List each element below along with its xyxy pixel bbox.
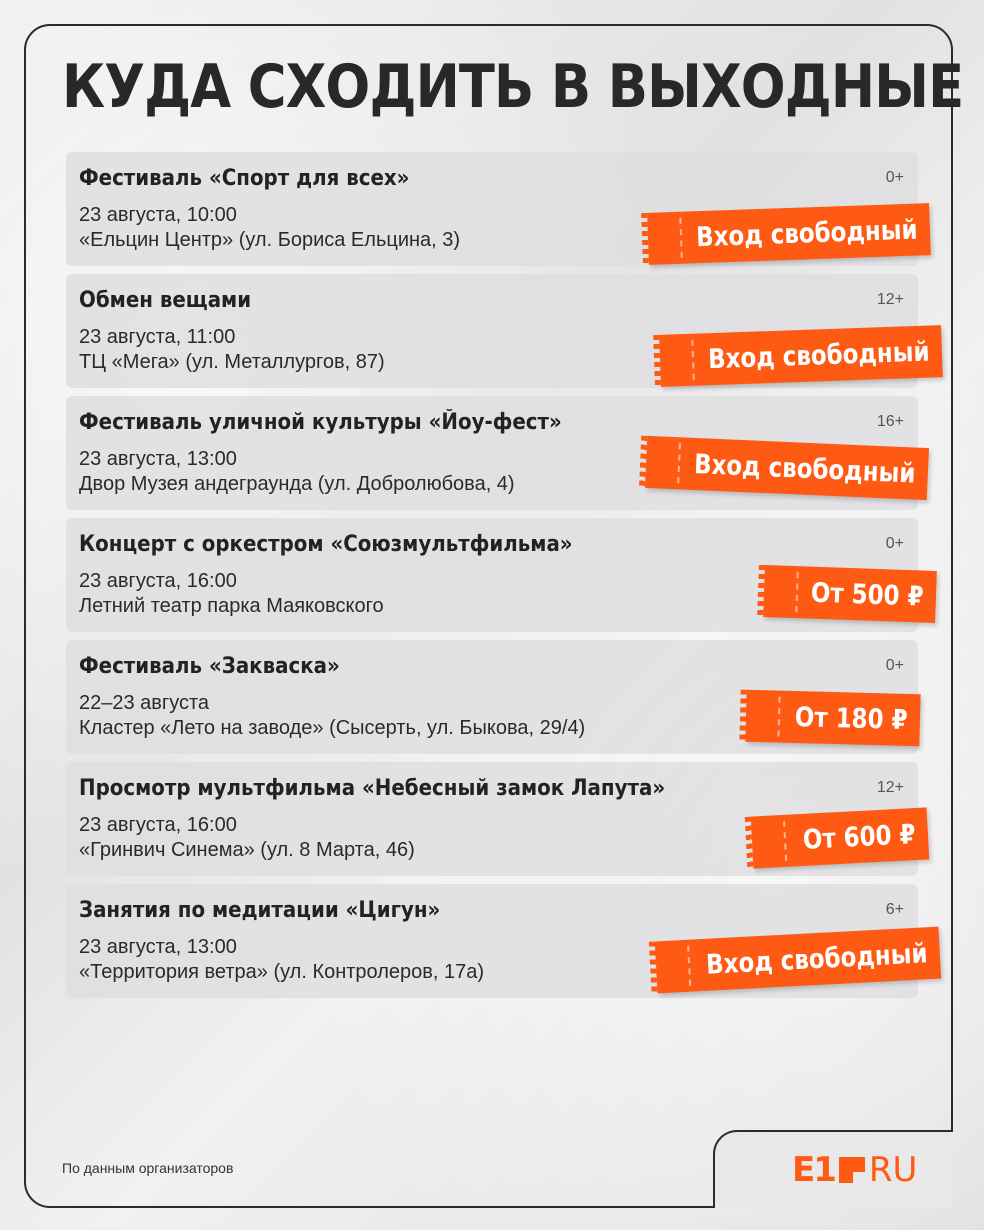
price-ticket — [751, 807, 929, 868]
age-rating: 0+ — [885, 657, 904, 674]
price-label: От 180 ₽ — [794, 701, 909, 736]
price-ticket — [659, 325, 943, 387]
event-date: 23 августа, 16:00 — [79, 814, 237, 836]
event-title: Фестиваль «Спорт для всех» — [79, 166, 410, 191]
age-rating: 6+ — [885, 901, 904, 918]
event-date: 23 августа, 10:00 — [79, 204, 237, 226]
event-title: Фестиваль «Закваска» — [79, 654, 340, 679]
price-ticket — [745, 690, 920, 747]
event-place: Кластер «Лето на заводе» (Сысерть, ул. Быкова, 29/4) — [79, 717, 586, 739]
event-place: «Гринвич Синема» (ул. 8 Марта, 46) — [79, 839, 415, 861]
event-place: Двор Музея андеграунда (ул. Добролюбова, 4) — [79, 473, 515, 495]
event-date: 23 августа, 11:00 — [79, 326, 236, 348]
event-date: 22–23 августа — [79, 692, 210, 714]
logo-square-icon — [839, 1157, 865, 1183]
event-date: 23 августа, 13:00 — [79, 448, 237, 470]
price-label: От 500 ₽ — [810, 577, 925, 613]
price-label: Вход свободный — [696, 214, 919, 253]
event-place: «Территория ветра» (ул. Контролеров, 17а) — [79, 961, 485, 983]
price-ticket — [763, 565, 937, 623]
event-place: Летний театр парка Маяковского — [79, 595, 384, 617]
event-title: Концерт с оркестром «Союзмультфильма» — [79, 532, 573, 557]
logo-ru: RU — [868, 1150, 918, 1190]
age-rating: 12+ — [876, 291, 904, 308]
event-title: Обмен вещами — [79, 288, 252, 313]
e1-logo[interactable] — [792, 1150, 917, 1190]
event-place: «Ельцин Центр» (ул. Бориса Ельцина, 3) — [79, 229, 461, 251]
page-title: КУДА СХОДИТЬ В ВЫХОДНЫЕ — [62, 52, 964, 122]
event-place: ТЦ «Мега» (ул. Металлургов, 87) — [79, 351, 385, 373]
price-label: Вход свободный — [705, 937, 929, 981]
age-rating: 12+ — [876, 779, 904, 796]
event-date: 23 августа, 13:00 — [79, 936, 237, 958]
age-rating: 0+ — [885, 535, 904, 552]
logo-e1: E1 — [792, 1150, 835, 1190]
event-title: Занятия по медитации «Цигун» — [79, 898, 441, 923]
event-title: Просмотр мультфильма «Небесный замок Лапута» — [79, 776, 666, 801]
event-date: 23 августа, 16:00 — [79, 570, 237, 592]
price-ticket — [647, 203, 931, 265]
source-note: По данным организаторов — [62, 1160, 234, 1176]
price-label: Вход свободный — [693, 448, 917, 490]
event-title: Фестиваль уличной культуры «Йоу-фест» — [79, 410, 562, 435]
price-label: От 600 ₽ — [802, 818, 917, 856]
age-rating: 16+ — [876, 413, 904, 430]
age-rating: 0+ — [885, 169, 904, 186]
price-label: Вход свободный — [708, 336, 931, 375]
